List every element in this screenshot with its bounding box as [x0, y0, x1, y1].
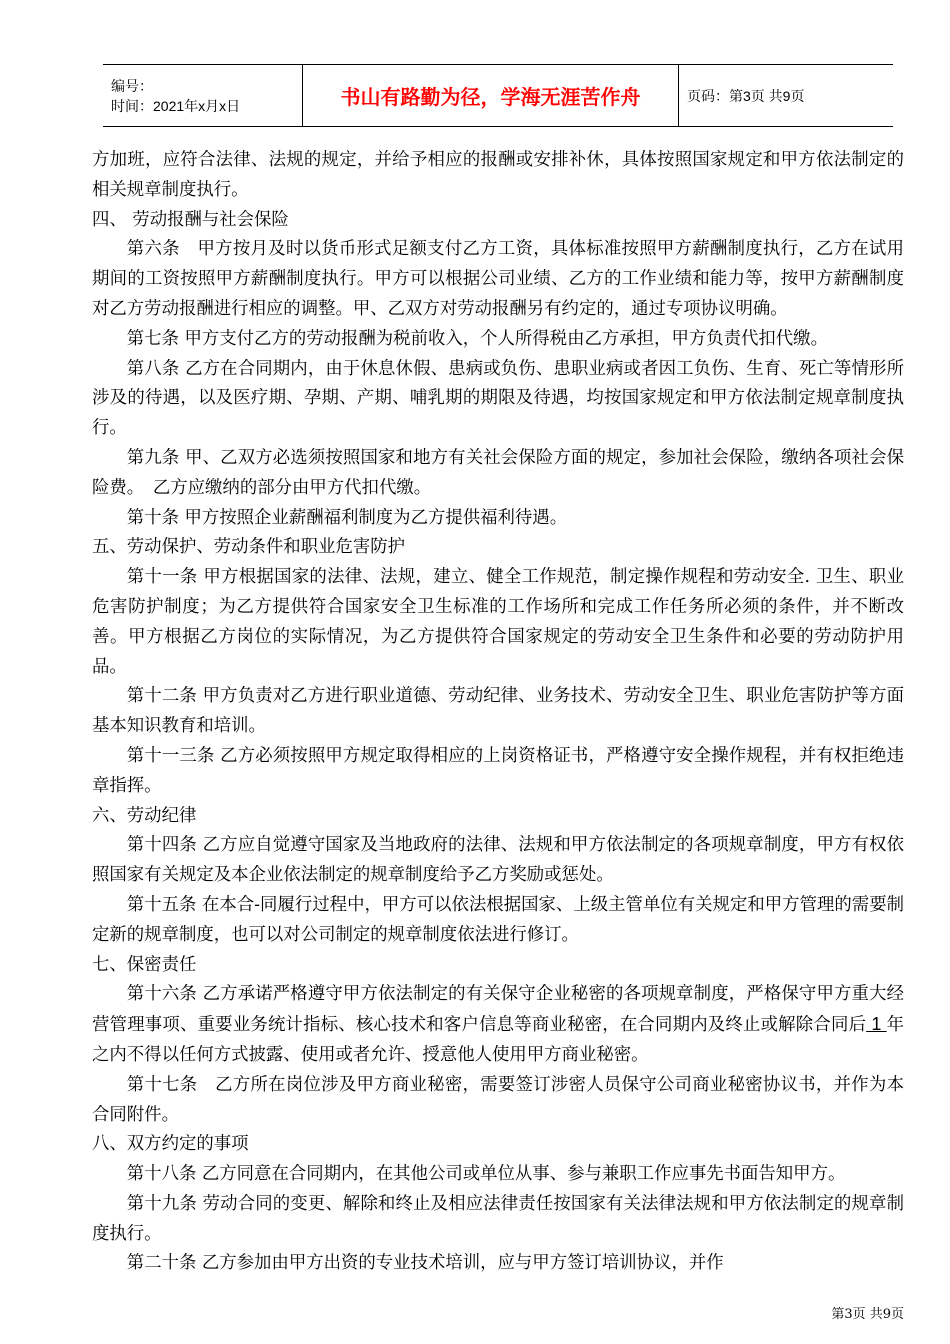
page-footer: 第3页 共9页	[831, 1307, 904, 1322]
article-9: 第九条 甲、乙双方必选须按照国家和地方有关社会保险方面的规定，参加社会保险，缴纳各项社会保险费。 乙方应缴纳的部分由甲方代扣代缴。	[92, 447, 904, 498]
header-motto: 书山有路勤为径，学海无涯苦作舟	[303, 65, 679, 126]
article-14: 第十四条 乙方应自觉遵守国家及当地政府的法律、法规和甲方依法制定的各项规章制度，甲方有权依照国家有关规定及本企业依法制定的规章制度给予乙方奖励或惩处。	[92, 835, 904, 886]
section-heading: 八、双方约定的事项	[92, 1134, 249, 1155]
header-page-number: 页码：第3页 共9页	[687, 87, 805, 104]
article-18: 第十八条 乙方同意在合同期内，在其他公司或单位从事、参与兼职工作应事先书面告知甲方。	[126, 1164, 846, 1185]
article-7: 第七条 甲方支付乙方的劳动报酬为税前收入，个人所得税由乙方承担，甲方负责代扣代缴。	[126, 328, 828, 349]
article-12: 第十二条 甲方负责对乙方进行职业道德、劳动纪律、业务技术、劳动安全卫生、职业危害防护等方面基本知识教育和培训。	[92, 686, 904, 737]
article-19: 第十九条 劳动合同的变更、解除和终止及相应法律责任按国家有关法律法规和甲方依法制定的规章制度执行。	[92, 1193, 904, 1244]
document-number-label: 编号：	[111, 77, 153, 94]
article-16-text-end: 年之内不得以任何方式披露、使用或者允许、授意他人使用甲方商业秘密。	[92, 1015, 904, 1065]
article-17: 第十七条 乙方所在岗位涉及甲方商业秘密，需要签订涉密人员保守公司商业秘密协议书，并作为本合同附件。	[92, 1074, 904, 1125]
article-15: 第十五条 在本合-同履行过程中，甲方可以依法根据国家、上级主管单位有关规定和甲方管理的需要制定新的规章制度，也可以对公司制定的规章制度依法进行修订。	[92, 894, 904, 945]
section-heading: 六、劳动纪律	[92, 805, 197, 826]
paragraph: 方加班，应符合法律、法规的规定，并给予相应的报酬或安排补休，具体按照国家规定和甲方依法制定的相关规章制度执行。	[92, 150, 904, 200]
document-time-label: 时间：2021年x月x日	[111, 97, 241, 114]
article-11: 第十一条 甲方根据国家的法律、法规，建立、健全工作规范，制定操作规程和劳动安全. 卫生、职业危害防护制度；为乙方提供符合国家安全卫生标准的工作场所和完成工作任务所必须的条件，并不断改善。甲方根据乙方岗位的实际情况，为乙方提供符合国家规定的劳动安全卫生条件和必要的劳动防护用品。	[92, 567, 904, 677]
section-heading: 七、保密责任	[92, 954, 197, 975]
article-16	[92, 980, 904, 1070]
article-20: 第二十条 乙方参加由甲方出资的专业技术培训，应与甲方签订培训协议，并作	[126, 1253, 724, 1274]
article-16-text-start: 第十六条 乙方承诺严格遵守甲方依法制定的有关保守企业秘密的各项规章制度，严格保守甲方重大经营管理事项、重要业务统计指标、核心技术和客户信息等商业秘密，在合同期内及终止或解除合同后	[92, 984, 904, 1036]
article-13: 第十一三条 乙方必须按照甲方规定取得相应的上岗资格证书，严格遵守安全操作规程，并有权拒绝违章指挥。	[92, 745, 904, 796]
years-blank: 1	[866, 1014, 887, 1035]
header-meta	[103, 65, 303, 126]
page-header	[103, 64, 893, 127]
document-body	[92, 146, 904, 1279]
section-heading: 五、劳动保护、劳动条件和职业危害防护	[92, 537, 406, 558]
section-heading: 四、 劳动报酬与社会保险	[92, 209, 289, 230]
article-10: 第十条 甲方按照企业薪酬福利制度为乙方提供福利待遇。	[126, 507, 568, 528]
article-8: 第八条 乙方在合同期内，由于休息休假、患病或负伤、患职业病或者因工负伤、生育、死亡等情形所涉及的待遇，以及医疗期、孕期、产期、哺乳期的期限及待遇，均按国家规定和甲方依法制定规章制度执行。	[92, 358, 904, 439]
article-6: 第六条 甲方按月及时以货币形式足额支付乙方工资，具体标准按照甲方薪酬制度执行，乙方在试用期间的工资按照甲方薪酬制度执行。甲方可以根据公司业绩、乙方的工作业绩和能力等，按甲方薪酬制度对乙方劳动报酬进行相应的调整。甲、乙双方对劳动报酬另有约定的，通过专项协议明确。	[92, 239, 904, 319]
